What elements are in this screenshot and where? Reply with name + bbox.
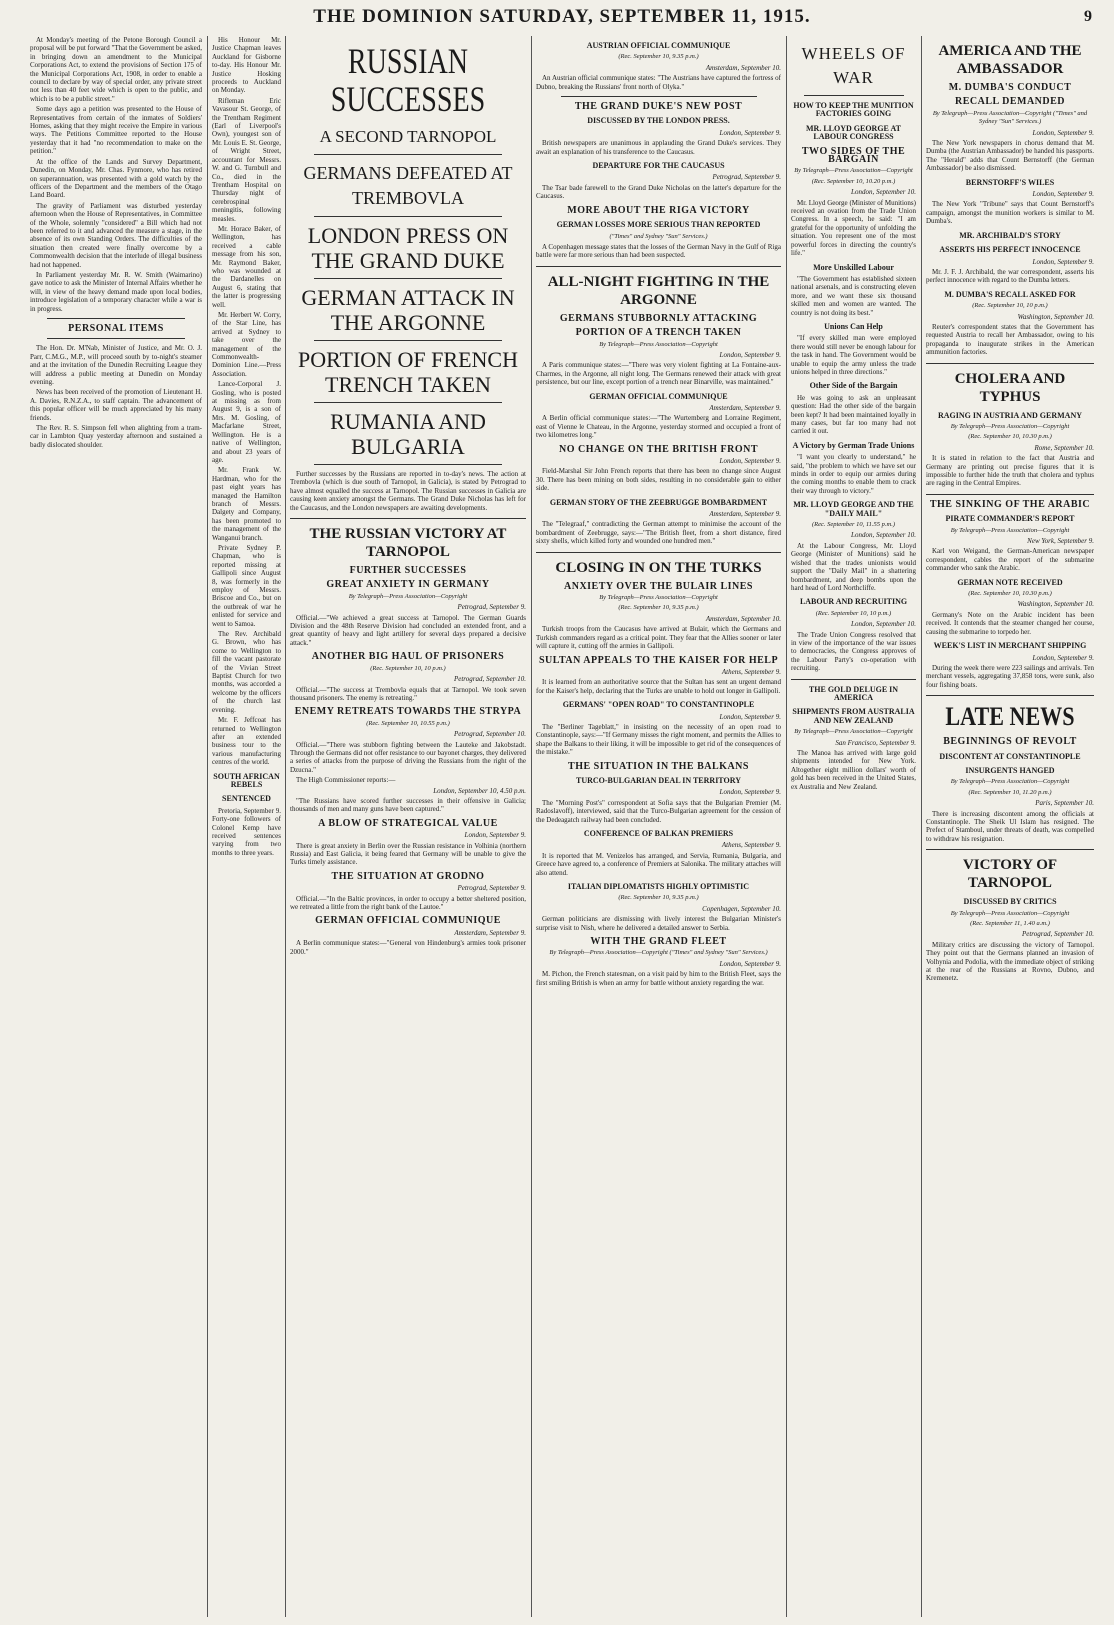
column-4: [536, 36, 781, 1617]
article-paragraph: The "Telegraaf," contradicting the German attempt to minimise the account of the bombardment of Zeebrugge, says:—"The British fleet, from a short distance, fired sixty shells, which killed forty and wounded one hundred men.": [536, 520, 781, 546]
dateline: Amsterdam, September 10.: [705, 614, 781, 623]
wheels-subheading: HOW TO KEEP THE MUNITION FACTORIES GOING: [793, 101, 914, 119]
received-line: (Rec. September 10, 9.35 p.m.): [618, 894, 699, 902]
wire-credit: By Telegraph—Press Association—Copyright: [950, 778, 1070, 786]
dateline: Washington, September 10.: [1017, 600, 1094, 609]
divider: [926, 363, 1094, 364]
article-paragraph: The Manoa has arrived with large gold shipments intended for New York. Altogether eight million dollars' worth of gold has been received in the United States, ex Australia and New Zealand.: [791, 749, 916, 791]
dateline: Copenhagen, September 10.: [702, 904, 781, 913]
article-paragraph: A Berlin communique states:—"General von Hindenburg's armies took prisoner 2000.": [290, 939, 526, 956]
article-paragraph: A Paris communique states:—"There was very violent fighting at La Fontaine-aux-Charmes, in the Argonne, all night long. The Germans renewed their attack with great persistence, but our line, except portion of a trench near Binarville, was maintained.": [536, 361, 781, 387]
riga-heading: MORE ABOUT THE RIGA VICTORY: [567, 204, 750, 216]
arabic-subheading: PIRATE COMMANDER'S REPORT: [945, 514, 1075, 524]
dateline: Petrograd, September 10.: [1021, 930, 1094, 939]
grand-duke-subheading: DISCUSSED BY THE LONDON PRESS.: [587, 116, 730, 126]
turks-heading: CLOSING IN ON THE TURKS: [555, 559, 762, 576]
dateline: London, September 9.: [719, 712, 781, 721]
grodno-heading: THE SITUATION AT GRODNO: [331, 870, 485, 882]
divider: [536, 552, 781, 553]
divider: [290, 518, 526, 519]
article-paragraph: He was going to ask an unpleasant question: Had the other side of the bargain been kept? It had been maintained loyally in many cases, but far too many had not carried it out.: [791, 393, 916, 436]
bernstorff-heading: BERNSTORFF'S WILES: [965, 177, 1055, 187]
article-paragraph: There is great anxiety in Berlin over the Russian resistance in Volhinia (northern Russia) and East Galicia, it being feared that Germany will be unable to give the Turks timely assistance.: [290, 841, 526, 867]
article-paragraph: There is increasing discontent among the officials at Constantinople. The Sheik Ul Islam has resigned. The Prefect of Stamboul, under threats of death, was compelled to withdraw his resignation.: [926, 809, 1094, 843]
caucasus-heading: DEPARTURE FOR THE CAUCASUS: [592, 161, 725, 171]
grand-duke-heading: THE GRAND DUKE'S NEW POST: [574, 101, 743, 113]
wire-credit: By Telegraph—Press Association—Copyright ("Times" and Sydney "Sun" Services.): [932, 109, 1088, 126]
divider: [314, 402, 503, 403]
article-paragraph: Karl von Weigand, the German-American newspaper correspondent, cables the report of the submarine commander who sank the Arabic.: [926, 547, 1094, 573]
dateline: London, September 10.: [851, 531, 916, 540]
article-paragraph: The "Morning Post's" correspondent at Sofia says that the Bulgarian Premier (M. Radoslavoff), interviewed, said that the Turco-Bulgarian agreement for the cession of the Dedeagatch railway had been concluded.: [536, 798, 781, 824]
dateline: Petrograd, September 10.: [453, 675, 526, 684]
divider: [314, 464, 503, 465]
dateline: Paris, September 10.: [1035, 799, 1094, 808]
divider: [791, 679, 916, 680]
article-paragraph: The gravity of Parliament was disturbed yesterday afternoon when the House of Representatives, in Committee of the Whole, solemnly "considered" a Bill which had not been referred to it and advanced the measure a stage, in the absence of its own Standing Orders. The difficulties of the situation then created were finally overcome by a Commonwealth decision that the interlude of illegal business had not happened.: [30, 201, 202, 269]
article-paragraph: Mr. J. F. J. Archibald, the war correspondent, asserts his perfect innocence with regard to the Dumba letters.: [926, 267, 1094, 285]
divider: [47, 318, 185, 319]
article-paragraph: The Hon. Dr. M'Nab, Minister of Justice, and Mr. O. J. Parr, C.M.G., M.P., will proceed south by to-night's steamer and at the invitation of the Dunedin Recruiting League they will address a public meeting at Dunedin on Monday evening.: [30, 344, 202, 387]
zeebrugge-heading: GERMAN STORY OF THE ZEEBRUGGE BOMBARDMENT: [549, 497, 768, 507]
dateline: Athens, September 9.: [721, 667, 781, 676]
dateline: London, September 9.: [719, 457, 781, 465]
balkans-subheading: TURCO-BULGARIAN DEAL IN TERRITORY: [575, 775, 741, 785]
article-paragraph: An Austrian official communique states: "The Austrians have captured the fortress of Dubno, breaking the Russians' front north of Olyka.": [536, 74, 781, 91]
headline-second-tarnopol: A SECOND TARNOPOL: [319, 127, 497, 146]
received-line: (Rec. September 11, 1.40 a.m.): [970, 920, 1050, 927]
divider: [314, 154, 503, 155]
article-paragraph: At the office of the Lands and Survey Department, Dunedin, on Monday, Mr. Chas. Fynmore, who has retired on superannuation, was presented with a gold watch by the officers of the Department and the members of the Otago Land Board.: [30, 157, 202, 200]
article-paragraph: German politicians are dismissing with lively interest the Bulgarian Minister's surprise visit to Nish, where he delivered a detailed answer to Serbia.: [536, 915, 781, 932]
divider: [926, 695, 1094, 696]
article-paragraph: Turkish troops from the Caucasus have arrived at Bulair, which the Germans and Turkish commanders regard as a critical point. They fear that the Allies sooner or later will capture it, cutting off the armies in Gallipoli.: [536, 625, 781, 651]
wire-credit: By Telegraph—Press Association—Copyright: [599, 340, 718, 348]
headline-london-press: LONDON PRESS ON THE GRAND DUKE: [307, 223, 509, 273]
article-paragraph: Official.—"There was stubborn fighting between the Lauteke and Jakobstadt. Through the Germans did not offer resistance to our bayonet charges, they delivered a series of attacks from the purpose of driving the Russians from the right of the Dzucna.": [290, 740, 526, 774]
dateline: Petrograd, September 9.: [712, 173, 781, 182]
dateline: London, September 9.: [464, 831, 526, 840]
divider: [926, 494, 1094, 495]
dateline: Petrograd, September 10.: [453, 730, 526, 739]
prisoners-heading: ANOTHER BIG HAUL OF PRISONERS: [311, 651, 505, 663]
article-paragraph: "If every skilled man were employed there would still never be enough labour for the task in hand. The Government would be unable to equip the army unless the trade unions helped in three directions.": [791, 334, 916, 376]
bargain-heading: TWO SIDES OF THE BARGAIN: [801, 145, 906, 166]
lloyd-george-heading: MR. LLOYD GEORGE AT LABOUR CONGRESS: [806, 123, 901, 142]
article-paragraph: Some days ago a petition was presented to the House of Representatives from certain of the inmates of Soldiers' Homes, asking that they might receive the Empire in various ways. The Petitions Committee reported to the House yesterday that it had "no recommendation to make on the petition.": [30, 105, 202, 156]
article-paragraph: His Honour Mr. Justice Chapman leaves Auckland for Gisborne to-day. His Honour Mr. Justice Hosking proceeds to Auckland on Monday.: [212, 36, 281, 95]
headline-trembovla: GERMANS DEFEATED AT TREMBOVLA: [303, 163, 513, 208]
received-line: (Rec. September 10, 10.30 p.m.): [968, 590, 1052, 598]
daily-mail-heading: MR. LLOYD GEORGE AND THE "DAILY MAIL": [793, 500, 914, 518]
strypa-heading: ENEMY RETREATS TOWARDS THE STRYPA: [294, 706, 522, 718]
headline-russian-successes: RUSSIAN SUCCESSES: [330, 41, 486, 119]
article-paragraph: In Parliament yesterday Mr. R. W. Smith (Waimarino) gave notice to ask the Minister of Internal Affairs whether he will, in view of the heavy demand made upon local bodies, introduce legislation of a temporary character while a war is in progress.: [30, 270, 202, 313]
tarnopol-subheading: GREAT ANXIETY IN GERMANY: [326, 579, 490, 591]
balkans-heading: THE SITUATION IN THE BALKANS: [568, 760, 749, 772]
headline-argonne-attack: GERMAN ATTACK IN THE ARGONNE: [301, 285, 515, 335]
dateline: Athens, September 9.: [721, 841, 781, 850]
dateline: Petrograd, September 9.: [457, 603, 526, 612]
column-6: [926, 36, 1094, 1617]
divider: [926, 849, 1094, 850]
ambassador-subheading: M. DUMBA'S CONDUCT: [948, 82, 1072, 93]
ambassador-subheading: RECALL DEMANDED: [954, 96, 1065, 108]
dateline: Amsterdam, September 9.: [454, 928, 526, 937]
received-line: (Rec. September 10, 10 p.m.): [815, 609, 892, 617]
cholera-subheading: RAGING IN AUSTRIA AND GERMANY: [937, 410, 1082, 420]
article-paragraph: Mr. Herbert W. Corry, of the Star Line, has arrived at Sydney to take over the management of the Commonwealth-Dominion Line.—Press Association.: [212, 311, 281, 378]
italian-heading: ITALIAN DIPLOMATISTS HIGHLY OPTIMISTIC: [567, 882, 750, 892]
grand-fleet-heading: WITH THE GRAND FLEET: [590, 936, 727, 948]
article-paragraph: The Tsar bade farewell to the Grand Duke Nicholas on the latter's departure for the Caucasus.: [536, 183, 781, 201]
column-rule: [786, 36, 787, 1617]
column-rule: [531, 36, 532, 1617]
article-paragraph: Mr. F. Jeffcoat has returned to Wellington after an extended business tour to the various manufacturing centres of the world.: [212, 716, 281, 767]
german-note-heading: GERMAN NOTE RECEIVED: [957, 577, 1063, 587]
received-line: (Rec. September 10, 10.20 p.m.): [811, 177, 896, 185]
received-line: (Rec. September 10, 9.35 p.m.): [618, 53, 699, 61]
article-paragraph: The Rev. Archibald G. Brown, who has come to Wellington to fill the vacant pastorate of the Vivian Street Baptist Church for two months, was accorded a welcome by the officers of the church last evening.: [212, 630, 281, 714]
article-paragraph: It is learned from an authoritative source that the Sultan has sent an urgent demand for the Kaiser's help, declaring that the Turks are unable to hold out longer in Gallipoli.: [536, 678, 781, 695]
wheels-heading: WHEELS OF WAR: [801, 44, 906, 87]
article-paragraph: It is reported that M. Venizelos has arranged, and Servia, Rumania, Bulgaria, and Greece have agreed to, a conference of Premiers at Salonika. The military attaches will also attend.: [536, 851, 781, 877]
dateline: London, September 10.: [851, 188, 916, 197]
turks-subheading: ANXIETY OVER THE BULAIR LINES: [564, 580, 753, 592]
dateline: London, September 9.: [1032, 190, 1094, 199]
dateline: London, September 9.: [719, 788, 781, 797]
wire-credit: By Telegraph—Press Association—Copyright: [599, 594, 718, 602]
dateline: Rome, September 10.: [1034, 443, 1094, 452]
article-paragraph: "The Government has established sixteen national arsenals, and is constructing eleven more, and we want these six thousand skilled men and women are wanted. The country is not doing its best.": [791, 274, 916, 317]
article-paragraph: Mr. Horace Baker, of Wellington, has received a cable message from his son, Mr. Raymond Baker, who was wounded at the Dardanelles on August 6, stating that the latter is progressing well.: [212, 224, 281, 309]
article-paragraph: Mr. Lloyd George (Minister of Munitions) received an ovation from the Trade Union Congress. In a speech, he said: "I am grateful for the opportunity of unfolding the situation. You represent one of the most powerful forces in directing the country's life.": [791, 198, 916, 258]
gold-subheading: SHIPMENTS FROM AUSTRALIA AND NEW ZEALAND: [792, 707, 915, 725]
headline-french-trench: PORTION OF FRENCH TRENCH TAKEN: [298, 347, 518, 397]
dateline: London, September 9.: [719, 350, 781, 359]
article-paragraph: A Copenhagen message states that the losses of the German Navy in the Gulf of Riga battle were far more serious than had been suspected.: [536, 242, 781, 260]
article-paragraph: Reuter's correspondent states that the Government has requested Austria to recall her Ambassador, owing to his propaganda to inaugurate strikes in the American ammunition factories.: [926, 322, 1094, 357]
column-3: [290, 36, 526, 1617]
received-line: (Rec. September 10, 11.20 p.m.): [968, 788, 1052, 796]
german-communique-heading: GERMAN OFFICIAL COMMUNIQUE: [589, 391, 728, 401]
divider: [47, 338, 185, 339]
article-paragraph: The Trade Union Congress resolved that in view of the importance of the war issues to democracies, the Congress approves of the Labour Party's co-operation with recruiting.: [791, 630, 916, 673]
article-paragraph: The New York "Tribune" says that Count Bernstorff's campaign, amongst the munition workers is similar to M. Dumba's.: [926, 200, 1094, 226]
column-rule: [207, 36, 208, 1617]
divider: [314, 340, 503, 341]
article-paragraph: Field-Marshal Sir John French reports that there has been no change since August 30. There has been mining on both sides, resulting in no considerable gain to either side.: [536, 467, 781, 493]
article-paragraph: A Berlin official communique states:—"The Wurtemberg and Lorraine Regiment, east of Vienne le Chateau, in the Argonne, yesterday stormed and occupied a front of two kilometres long.": [536, 414, 781, 440]
article-paragraph: During the week there were 223 sailings and arrivals. Ten merchant vessels, aggregating 37,858 tons, were sunk, also four fishing boats.: [926, 663, 1094, 689]
article-paragraph: Military critics are discussing the victory of Tarnopol. They point out that the Germans planned an invasion of Volhynia and Podolia, with the immediate object of striking at the rear of the Russians at Rovno, Dubno, and Kremenetz.: [926, 940, 1094, 983]
dateline: London, September 9.: [1032, 128, 1094, 137]
article-paragraph: At the Labour Congress, Mr. Lloyd George (Minister of Munitions) said he wished that the trades unionists would support the "Daily Mail" in a shattering bombardment, and deep bombs upon the hard head of Lord Northcliffe.: [791, 541, 916, 592]
south-african-subheading: SENTENCED: [222, 794, 271, 804]
column-rule: [285, 36, 286, 1617]
article-paragraph: M. Pichon, the French statesman, on a visit paid by him to the British Fleet, says the first smiling British is when an army for battle without anxiety regarding the war.: [536, 970, 781, 987]
received-line: (Rec. September 10, 11.55 p.m.): [811, 521, 896, 529]
article-paragraph: "I want you clearly to understand," he said, "the problem to which we have set our minds in order to equip our armies during the coming months to enable them to crack their way through to victory.": [791, 453, 916, 495]
section-subheading: Unions Can Help: [824, 321, 883, 331]
dateline: London, September 9.: [1032, 257, 1094, 266]
wire-credit: ("Times" and Sydney "Sun" Services.): [609, 232, 708, 240]
article-paragraph: Germany's Note on the Arabic incident has been received. It contends that the steamer changed her course, causing the submarine to torpedo her.: [926, 610, 1094, 636]
wire-credit: By Telegraph—Press Association—Copyright: [950, 422, 1070, 430]
column-2: [212, 36, 281, 1617]
masthead: [30, 6, 1094, 34]
divider: [561, 96, 757, 97]
shipping-loss-heading: WEEK'S LIST IN MERCHANT SHIPPING: [933, 641, 1087, 651]
revolt-subheading: DISCONTENT AT CONSTANTINOPLE: [939, 751, 1081, 761]
article-paragraph: At Monday's meeting of the Petone Borough Council a proposal will be put forward "That the Government be asked, in bringing down an amendment to the Municipal Corporations Act, to extend the provisions of Section 175 of the Municipal Corporations Act, 1908, in order to enable a council to declare by way of special order, any private street not less than 40 feet wide which is open to the public, and which is to be a public street.": [30, 36, 202, 103]
dateline: Amsterdam, September 9.: [709, 510, 781, 519]
archibald-heading: MR. ARCHIBALD'S STORY: [959, 230, 1061, 240]
german-communique-heading: GERMAN OFFICIAL COMMUNIQUE: [315, 915, 501, 927]
page-number: 9: [1084, 8, 1092, 25]
dateline: New York, September 9.: [1027, 537, 1094, 546]
revolt-subheading: INSURGENTS HANGED: [965, 765, 1055, 775]
article-paragraph: Official.—"We achieved a great success at Tarnopol. The German Guards Division and the 48th Reserve Division had concluded an extended front, and a great quantity of heavy and light artillery for several days prepared a decisive attack.": [290, 613, 526, 647]
article-paragraph: News has been received of the promotion of Lieutenant H. A. Davies, R.N.Z.A., to staff captain. The advancement of this popular officer will be much appreciated by his many friends.: [30, 388, 202, 422]
argonne-subheading: PORTION OF A TRENCH TAKEN: [575, 327, 742, 339]
conference-heading: CONFERENCE OF BALKAN PREMIERS: [583, 829, 734, 838]
open-road-heading: GERMANS' "OPEN ROAD" TO CONSTANTINOPLE: [562, 700, 755, 710]
wire-credit: By Telegraph—Press Association—Copyright ("Times" and Sydney "Sun" Services.): [549, 949, 768, 957]
recruiting-heading: LABOUR AND RECRUITING: [799, 597, 908, 607]
dateline: London, September 9.: [719, 128, 781, 137]
tarnopol-heading: THE RUSSIAN VICTORY AT TARNOPOL: [309, 526, 507, 561]
wire-credit: By Telegraph—Press Association—Copyright: [348, 592, 468, 600]
victory-tarnopol-heading: VICTORY OF TARNOPOL: [962, 857, 1058, 892]
article-paragraph: Official.—"The success at Trembovla equals that at Tarnopol. We took seven thousand prisoners. The enemy is retreating.": [290, 685, 526, 702]
sultan-heading: SULTAN APPEALS TO THE KAISER FOR HELP: [538, 654, 779, 666]
article-paragraph: Mr. Frank W. Hardman, who for the past eight years has managed the Hamilton branch of Messrs. Dalgety and Company, has been promoted to the management of the Wanganui branch.: [212, 466, 281, 542]
argonne-subheading: GERMANS STUBBORNLY ATTACKING: [559, 312, 758, 324]
received-line: (Rec. September 10, 10.30 p.m.): [968, 433, 1052, 441]
austrian-heading: AUSTRIAN OFFICIAL COMMUNIQUE: [586, 41, 731, 50]
received-line: (Rec. September 10, 10 p.m.): [972, 302, 1048, 310]
section-subheading: Other Side of the Bargain: [809, 381, 898, 391]
dateline: San Francisco, September 9.: [835, 738, 916, 747]
victory-tarnopol-subheading: DISCUSSED BY CRITICS: [963, 897, 1057, 907]
ambassador-heading: AMERICA AND THE AMBASSADOR: [938, 43, 1082, 77]
article-paragraph: The New York newspapers in chorus demand that M. Dumba (the Austrian Ambassador) be handed his passports. The "Herald" adds that Count Bernstorff (the German Ambassador) be also dismissed.: [926, 139, 1094, 173]
article-paragraph: Private Sydney P. Chapman, who is reported missing at Gallipoli since August 8, was formerly in the employ of Messrs. Briscoe and Co., but on the outbreak of war he enlisted for service and went to Samoa.: [212, 543, 281, 628]
arabic-heading: THE SINKING OF THE ARABIC: [929, 498, 1091, 510]
dateline: London, September 10.: [851, 620, 916, 629]
british-front-heading: NO CHANGE ON THE BRITISH FRONT: [558, 443, 758, 455]
headline-rumania-bulgaria: RUMANIA AND BULGARIA: [330, 409, 486, 459]
gold-heading: THE GOLD DELUGE IN AMERICA: [808, 684, 899, 702]
cholera-heading: CHOLERA AND TYPHUS: [954, 370, 1066, 405]
personal-items-heading: PERSONAL ITEMS: [68, 323, 164, 334]
article-paragraph: Rifleman Eric Vavasour St. George, of the Trentham Regiment (Earl of Liverpool's Own), youngest son of Mr. Louis E. St. George, of Wright Street, accountant for Messrs. W. and G. Turnbull and Co., died in the Trentham Hospital on Thursday night of cerebrospinal meningitis, following measles.: [212, 96, 281, 223]
wire-credit: By Telegraph—Press Association—Copyright: [950, 909, 1070, 917]
argonne-heading: ALL-NIGHT FIGHTING IN THE ARGONNE: [547, 273, 770, 308]
article-paragraph: The "Berliner Tageblatt," in insisting on the necessity of an open road to Constantinople, says:—"If Germany misses the right moment, and permits the Allies to shape the Balkans to their liking, it will be impossible to get rid of the consequences of the mistake.": [536, 722, 781, 757]
article-paragraph: It is stated in relation to the fact that Austria and Germany are printing out precise figures that it is impossible to further hide the truth that cholera and typhus are raging in the Central Empires.: [926, 454, 1094, 488]
wire-credit: By Telegraph—Press Association—Copyright: [794, 167, 913, 175]
received-line: (Rec. September 10, 10.55 p.m.): [366, 719, 450, 727]
news-summary: Further successes by the Russians are reported in to-day's news. The action at Trembovla (which is due south of Tarnopol, in Galicia), is stated by Petrograd to have almost equalled the success at Tarnopol. The Russian successes in Galicia are causing keen anxiety amongst the Germans. The Grand Duke Nicholas has left for the Caucasus, and the London newspapers are awaiting developments.: [290, 470, 526, 512]
dateline: Amsterdam, September 9.: [709, 403, 781, 412]
article-paragraph: Lance-Corporal J. Gosling, who is posted at missing as from August 9, is a son of Mrs. M. Gosling, of Macfarlane Street, Wellington. He is a native of Wellington, and about 23 years of age.: [212, 380, 281, 464]
dateline: London, September 9.: [1032, 653, 1094, 662]
article-paragraph: Official.—"In the Baltic provinces, in order to occupy a better sheltered position, we retreated a little from the right bank of the Lautoe.": [290, 894, 526, 912]
divider: [804, 95, 904, 96]
tarnopol-subheading: FURTHER SUCCESSES: [349, 565, 467, 577]
section-subheading: More Unskilled Labour: [813, 262, 894, 272]
dateline: Washington, September 10.: [1017, 312, 1094, 321]
wire-credit: By Telegraph—Press Association—Copyright: [794, 728, 913, 736]
column-1: [30, 36, 202, 1617]
dateline: London, September 10, 4.50 p.m.: [433, 786, 526, 795]
divider: [536, 266, 781, 267]
section-subheading: A Victory by German Trade Unions: [792, 440, 915, 450]
dateline: London, September 9.: [719, 959, 781, 968]
dateline: Amsterdam, September 10.: [705, 63, 781, 72]
divider: [314, 278, 503, 279]
received-line: (Rec. September 10, 10 p.m.): [370, 664, 446, 672]
dateline: Petrograd, September 9.: [457, 884, 526, 893]
divider: [314, 216, 503, 217]
riga-subheading: GERMAN LOSSES MORE SERIOUS THAN REPORTED: [556, 220, 761, 230]
strategical-heading: A BLOW OF STRATEGICAL VALUE: [318, 817, 498, 829]
wire-credit: By Telegraph—Press Association—Copyright: [950, 526, 1070, 534]
article-paragraph: British newspapers are unanimous in applauding the Grand Duke's services. They await an explanation of his transference to the Caucasus.: [536, 139, 781, 156]
column-rule: [921, 36, 922, 1617]
late-news-heading: LATE NEWS: [945, 702, 1075, 732]
column-5: [791, 36, 916, 1617]
revolt-heading: BEGINNINGS OF REVOLT: [943, 736, 1077, 748]
article-paragraph: The Rev. R. S. Simpson fell when alighting from a tram-car in Lambton Quay yesterday afternoon and sustained a badly dislocated shoulder.: [30, 424, 202, 449]
received-line: (Rec. September 10, 9.35 p.m.): [618, 604, 699, 612]
article-paragraph: The High Commissioner reports:—: [296, 776, 396, 785]
article-paragraph: "The Russians have scored further successes in their offensive in Galicia; thousands of men and many guns have been captured.": [290, 796, 526, 814]
south-african-heading: SOUTH AFRICAN REBELS: [213, 771, 280, 789]
article-paragraph: Pretoria, September 9. Forty-one followers of Colonel Kemp have received sentences varying from two months to three years.: [212, 806, 281, 857]
recall-heading: M. DUMBA'S RECALL ASKED FOR: [944, 289, 1076, 299]
archibald-subheading: ASSERTS HIS PERFECT INNOCENCE: [939, 245, 1081, 255]
masthead-title: THE DOMINION SATURDAY, SEPTEMBER 11, 1915.: [313, 6, 811, 27]
